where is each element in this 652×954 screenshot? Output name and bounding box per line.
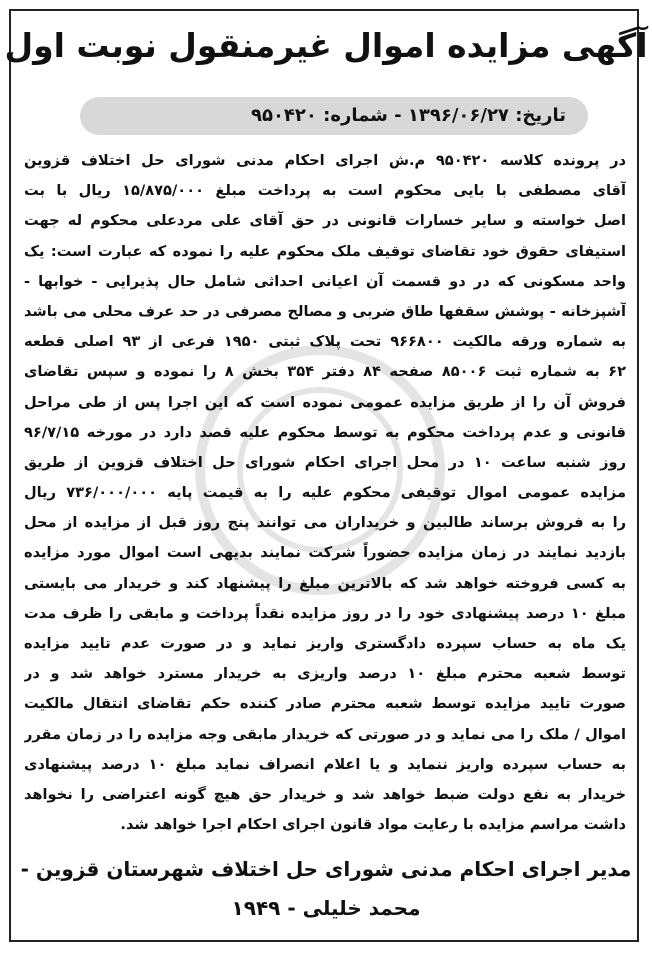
body-line: مزایده عمومی اموال توقیفی محکوم علیه را به قیمت پایه ۷۳۶/۰۰۰/۰۰۰ ریال xyxy=(24,484,626,502)
notice-title: آگهی مزایده اموال غیرمنقول نوبت اول xyxy=(4,26,648,65)
body-line: قانونی و عدم پرداخت محکوم به توسط محکوم علیه قصد دارد در مورخه ۹۶/۷/۱۵ xyxy=(24,423,626,441)
body-line: بازدید نمایند در زمان مزایده حضوراً شرکت نمایند بدیهی است اموال مورد مزایده xyxy=(24,544,626,562)
body-line: واحد مسکونی که در دو قسمت آن اعیانی احداثی شامل حال پذیرایی - خوابها - xyxy=(24,272,626,290)
body-line: ۶۲ به شماره ثبت ۸۵۰۰۶ صفحه ۸۴ دفتر ۳۵۴ بخش ۸ را نموده و سپس تقاضای xyxy=(24,363,626,381)
body-line: صورت تایید مزایده توسط شعبه محترم صادر کننده حکم تقاضای انتقال مالکیت xyxy=(24,695,626,713)
body-line: خریدار به نفع دولت ضبط خواهد شد و خریدار حق هیچ گونه اعتراضی را نخواهد xyxy=(24,785,626,803)
body-line: به شماره ورقه مالکیت ۹۶۶۸۰۰ تحت پلاک ثبتی ۱۹۵۰ فرعی از ۹۳ اصلی قطعه xyxy=(24,333,626,351)
body-line: آشپزخانه - پوشش سقفها طاق ضربی و مصالح مصرفی در حد عرف محلی می باشد xyxy=(24,302,626,320)
body-line: یک ماه به حساب سپرده دادگستری واریز نماید و در صورت عدم تایید مزایده xyxy=(24,635,626,652)
body-line: اصل خواسته و سایر خسارات قانونی در حق آقای علی مردعلی محکوم له جهت xyxy=(24,212,626,230)
body-line: آقای مصطفی با بایی محکوم است به پرداخت مبلغ ۱۵/۸۷۵/۰۰۰ ریال با بت xyxy=(24,182,626,200)
body-line: توسط شعبه محترم مبلغ ۱۰ درصد واریزی به خریدار مسترد خواهد شد و در xyxy=(24,665,626,683)
body-line: مبلغ ۱۰ درصد پیشنهادی خود را در روز مزایده نقداً پرداخت و مابقی را ظرف مدت xyxy=(24,604,626,622)
body-line: فروش آن را از طریق مزایده عمومی نموده است که این اجرا پس از طی مراحل xyxy=(24,393,626,411)
body-line: استیفای حقوق خود تقاضای توقیف ملک محکوم علیه را نموده که عبارت است: یک xyxy=(24,242,626,260)
body-line: داشت مراسم مزایده با رعایت مواد قانون اجرای احکام اجرا خواهد شد. xyxy=(120,816,626,834)
date-number-band: تاریخ: ۱۳۹۶/۰۶/۲۷ - شماره: ۹۵۰۴۲۰ xyxy=(80,97,588,135)
body-line: اموال / ملک را می نماید و در صورتی که خریدار مابقی وجه مزایده را در زمان مقرر xyxy=(24,725,626,743)
body-line: را به فروش برساند طالبین و خریداران می توانند پنج روز قبل از مزایده از محل xyxy=(24,514,626,532)
body-line: به حساب سپرده واریز ننماید و یا اعلام انصراف نماید مبلغ ۱۰ درصد پیشنهادی xyxy=(24,755,626,773)
notice-body xyxy=(24,146,626,840)
signature-name: محمد خلیلی - ۱۹۴۹ xyxy=(231,896,421,920)
body-line: روز شنبه ساعت ۱۰ در محل اجرای احکام شورای حل اختلاف قزوین از طریق xyxy=(24,453,626,471)
signature-title: مدیر اجرای احکام مدنی شورای حل اختلاف شهرستان قزوین - xyxy=(20,857,632,881)
body-line: به کسی فروخته خواهد شد که بالاترین مبلغ را پیشنهاد کند و خریدار می بایستی xyxy=(24,574,626,592)
body-line: در پرونده کلاسه ۹۵۰۴۲۰ م.ش اجرای احکام مدنی شورای حل اختلاف قزوین xyxy=(24,152,626,169)
